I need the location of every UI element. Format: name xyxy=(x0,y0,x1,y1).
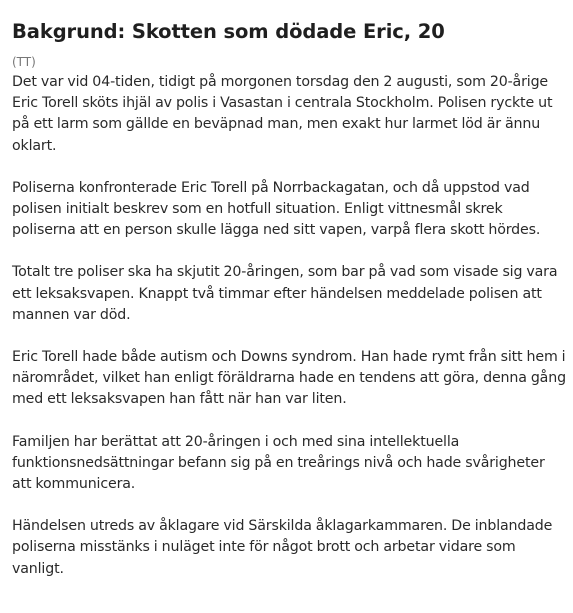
article-headline: Bakgrund: Skotten som dödade Eric, 20 xyxy=(12,20,445,43)
article-body xyxy=(12,72,568,580)
article-source: (TT) xyxy=(12,55,36,69)
article-paragraph-6: Händelsen utreds av åklagare vid Särskilda åklagarkammaren. De inblandade poliserna misstänks i nuläget inte för något brott och arbetar vidare som vanligt. xyxy=(12,518,553,577)
article-paragraph-2: Poliserna konfronterade Eric Torell på Norrbackagatan, och då uppstod vad polisen initialt beskrev som en hotfull situation. Enligt vittnesmål skrek poliserna att en person skulle lägga ned sitt vapen, varpå flera skott hördes. xyxy=(12,179,541,239)
article xyxy=(12,0,568,601)
article-paragraph-5: Familjen har berättat att 20-åringen i och med sina intellektuella funktionsnedsättningar befann sig på en treårings nivå och hade svårigheter att kommunicera. xyxy=(12,433,545,493)
article-paragraph-4: Eric Torell hade både autism och Downs syndrom. Han hade rymt från sitt hem i närområdet, vilket han enligt föräldrarna hade en tendens att göra, denna gång med ett leksaksvapen han fått när han var liten. xyxy=(12,349,566,408)
article-paragraph-3: Totalt tre poliser ska ha skjutit 20-åringen, som bar på vad som visade sig vara ett leksaksvapen. Knappt två timmar efter händelsen meddelade polisen att mannen var död. xyxy=(12,264,558,323)
article-paragraph-1: Det var vid 04-tiden, tidigt på morgonen torsdag den 2 augusti, som 20-årige Eric Torell sköts ihjäl av polis i Vasastan i centrala Stockholm. Polisen ryckte ut på ett larm som gällde en beväpnad man, men exakt hur larmet löd är ännu oklart. xyxy=(12,74,553,154)
